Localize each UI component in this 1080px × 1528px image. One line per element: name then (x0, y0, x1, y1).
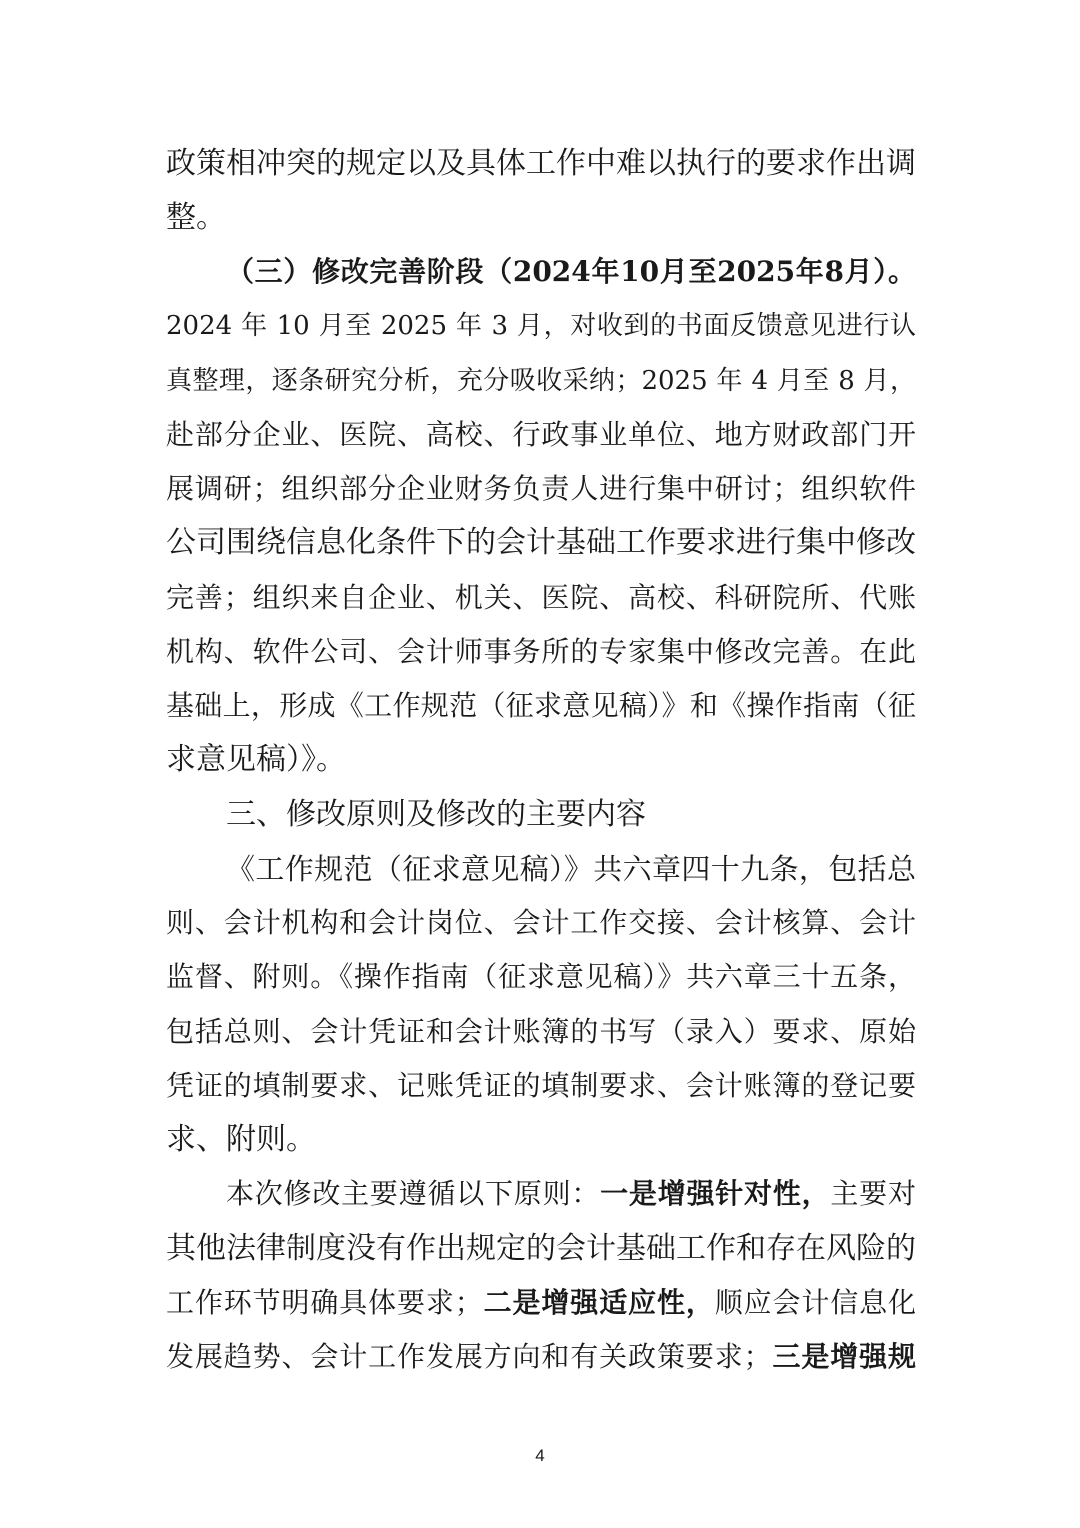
body-line: 真整理，逐条研究分析，充分吸收采纳；2025 年 4 月至 8 月， (166, 366, 916, 396)
principles-text: 本次修改主要遵循以下原则： (226, 1177, 601, 1210)
section-subheading: （三）修改完善阶段（2024年10月至2025年8月）。 (226, 255, 916, 288)
principles-line (166, 1283, 916, 1323)
body-line: 展调研；组织部分企业财务负责人进行集中研讨；组织软件 (166, 472, 916, 505)
page-number: 4 (535, 1446, 545, 1465)
body-line: 监督、附则。《操作指南（征求意见稿）》共六章三十五条， (166, 960, 916, 993)
body-line: 基础上，形成《工作规范（征求意见稿）》和《操作指南（征 (166, 689, 916, 722)
body-line: 则、会计机构和会计岗位、会计工作交接、会计核算、会计 (166, 906, 916, 939)
principle-one: 一是增强针对性， (600, 1177, 831, 1210)
principles-text: 主要对 (830, 1177, 916, 1210)
body-line: 赴部分企业、医院、高校、行政事业单位、地方财政部门开 (166, 418, 916, 451)
principles-line: 其他法律制度没有作出规定的会计基础工作和存在风险的 (166, 1231, 916, 1266)
body-line: 凭证的填制要求、记账凭证的填制要求、会计账簿的登记要 (166, 1069, 916, 1102)
body-line: 求、附则。 (166, 1122, 316, 1157)
principles-line (226, 1174, 916, 1214)
body-line: 机构、软件公司、会计师事务所的专家集中修改完善。在此 (166, 635, 916, 668)
principle-three: 三是增强规 (771, 1340, 916, 1373)
principles-text: 顺应会计信息化 (714, 1286, 916, 1319)
body-line: 包括总则、会计凭证和会计账簿的书写（录入）要求、原始 (166, 1015, 916, 1048)
section-heading: 三、修改原则及修改的主要内容 (226, 797, 646, 832)
body-line: 《工作规范（征求意见稿）》共六章四十九条，包括总 (226, 852, 916, 886)
body-line: 政策相冲突的规定以及具体工作中难以执行的要求作出调 (166, 146, 916, 181)
body-line: 公司围绕信息化条件下的会计基础工作要求进行集中修改 (166, 525, 916, 560)
principle-two: 二是增强适应性， (482, 1286, 715, 1319)
body-line: 2024 年 10 月至 2025 年 3 月，对收到的书面反馈意见进行认 (166, 311, 916, 341)
body-line: 求意见稿）》。 (166, 742, 346, 777)
principles-line (166, 1337, 916, 1377)
body-line: 完善；组织来自企业、机关、医院、高校、科研院所、代账 (166, 581, 916, 614)
principles-text: 工作环节明确具体要求； (166, 1286, 483, 1319)
principles-text: 发展趋势、会计工作发展方向和有关政策要求； (166, 1340, 772, 1373)
body-line: 整。 (166, 200, 226, 235)
